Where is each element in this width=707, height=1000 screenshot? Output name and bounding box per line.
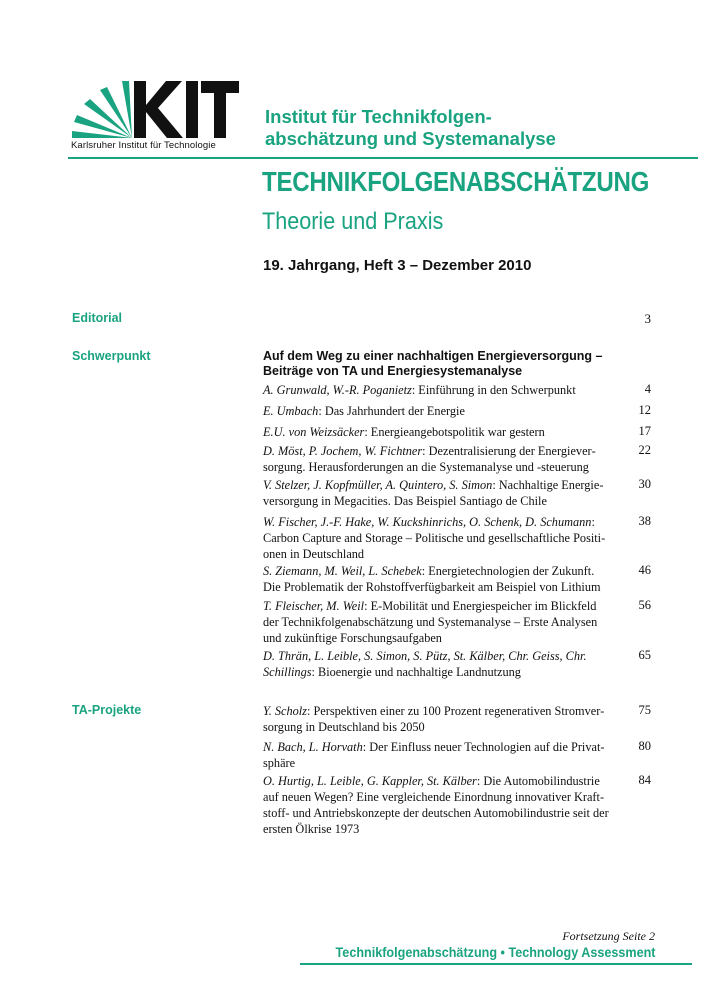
- institute-name: [265, 106, 556, 150]
- section-ta-projekte: TA-Projekte: [72, 703, 142, 717]
- toc-entry[interactable]: [263, 424, 613, 440]
- entry-authors: E.U. von Weizsäcker: [263, 425, 365, 439]
- schwerpunkt-title: [263, 349, 623, 379]
- entry-title: : Carbon Capture and Storage – Politische und gesellschaftliche Positionen in Deutschland: [263, 515, 606, 561]
- header-rule: [68, 157, 698, 159]
- entry-title: : Bioenergie und nachhaltige Landnutzung: [311, 665, 521, 679]
- issue-info: 19. Jahrgang, Heft 3 – Dezember 2010: [263, 257, 532, 274]
- toc-entry[interactable]: [263, 477, 613, 509]
- entry-title: : Energieangebotspolitik war gestern: [364, 425, 545, 439]
- entry-title: : Der Einfluss neuer Technologien auf die Privatsphäre: [263, 740, 605, 770]
- entry-authors: Y. Scholz: [263, 704, 307, 718]
- institute-line-1: Institut für Technikfolgen-: [265, 106, 492, 127]
- editorial-page: 3: [644, 311, 651, 326]
- entry-authors: S. Ziemann, M. Weil, L. Schebek: [263, 564, 422, 578]
- logo-caption: Karlsruher Institut für Technologie: [71, 140, 216, 151]
- entry-page: 80: [638, 739, 651, 753]
- entry-title: : Dezentralisierung der Energieversorgung. Herausforderungen an die Systemanalyse und -steuerung: [263, 444, 596, 474]
- toc-entry[interactable]: [263, 563, 613, 595]
- entry-title: : Das Jahrhundert der Energie: [318, 404, 465, 418]
- entry-page: 17: [638, 424, 651, 438]
- toc-entry[interactable]: [263, 598, 613, 646]
- entry-authors: N. Bach, L. Horvath: [263, 740, 363, 754]
- toc-entry[interactable]: [263, 739, 613, 771]
- section-editorial: Editorial: [72, 311, 123, 325]
- entry-page: 12: [638, 403, 651, 417]
- entry-page: 84: [638, 773, 651, 787]
- schwerpunkt-title-line-2: Beiträge von TA und Energiesystemanalyse: [263, 364, 523, 378]
- entry-page: 30: [638, 477, 651, 491]
- institute-line-2: abschätzung und Systemanalyse: [265, 128, 556, 149]
- toc-entry[interactable]: [263, 703, 613, 735]
- entry-page: 65: [638, 648, 651, 662]
- footer-rule: [300, 963, 692, 965]
- entry-title: : Nachhaltige Energieversorgung in Megacities. Das Beispiel Santiago de Chile: [263, 478, 604, 508]
- entry-authors: V. Stelzer, J. Kopfmüller, A. Quintero, S. Simon: [263, 478, 493, 492]
- entry-page: 75: [638, 703, 651, 717]
- entry-page: 22: [638, 443, 651, 457]
- toc-entry[interactable]: [263, 403, 613, 419]
- entry-page: 46: [638, 563, 651, 577]
- entry-authors: A. Grunwald, W.-R. Poganietz: [263, 383, 412, 397]
- entry-authors: D. Thrän, L. Leible, S. Simon, S. Pütz, St. Kälber, Chr. Geiss, Chr. Schillings: [263, 649, 587, 679]
- entry-page: 38: [638, 514, 651, 528]
- entry-page: 56: [638, 598, 651, 612]
- toc-entry[interactable]: [263, 514, 613, 562]
- entry-title: : Die Automobilindustrie auf neuen Wegen? Eine vergleichende Einordnung innovativer Kraftstoff- und Antriebskonzepte der deutschen Automobilindustrie seit der ersten Ölkrise 1973: [263, 774, 609, 836]
- journal-title: TECHNIKFOLGENABSCHÄTZUNG: [262, 166, 650, 197]
- entry-title: : E-Mobilität und Energiespeicher im Blickfeld der Technikfolgenabschätzung und Systemanalyse – Erste Analysen und zukünftige Forschungsaufgaben: [263, 599, 598, 645]
- toc-entry[interactable]: [263, 443, 613, 475]
- journal-subtitle: Theorie und Praxis: [262, 208, 444, 235]
- footer-title: Technikfolgenabschätzung • Technology Assessment: [335, 944, 655, 960]
- entry-authors: E. Umbach: [263, 404, 319, 418]
- entry-authors: D. Möst, P. Jochem, W. Fichtner: [263, 444, 423, 458]
- entry-title: : Energietechnologien der Zukunft. Die Problematik der Rohstoffverfügbarkeit am Beispiel von Lithium: [263, 564, 601, 594]
- toc-entry[interactable]: [263, 382, 613, 398]
- entry-authors: T. Fleischer, M. Weil: [263, 599, 365, 613]
- entry-title: : Einführung in den Schwerpunkt: [411, 383, 576, 397]
- entry-title: : Perspektiven einer zu 100 Prozent regenerativen Stromversorgung in Deutschland bis 2050: [263, 704, 605, 734]
- entry-authors: O. Hurtig, L. Leible, G. Kappler, St. Kälber: [263, 774, 477, 788]
- section-schwerpunkt: Schwerpunkt: [72, 349, 151, 363]
- toc-entry[interactable]: [263, 773, 613, 837]
- schwerpunkt-title-line-1: Auf dem Weg zu einer nachhaltigen Energieversorgung –: [263, 349, 603, 363]
- entry-page: 4: [644, 382, 651, 396]
- entry-authors: W. Fischer, J.-F. Hake, W. Kuckshinrichs, O. Schenk, D. Schumann: [263, 515, 592, 529]
- continued-note: Fortsetzung Seite 2: [562, 929, 655, 943]
- toc-entry[interactable]: [263, 648, 613, 680]
